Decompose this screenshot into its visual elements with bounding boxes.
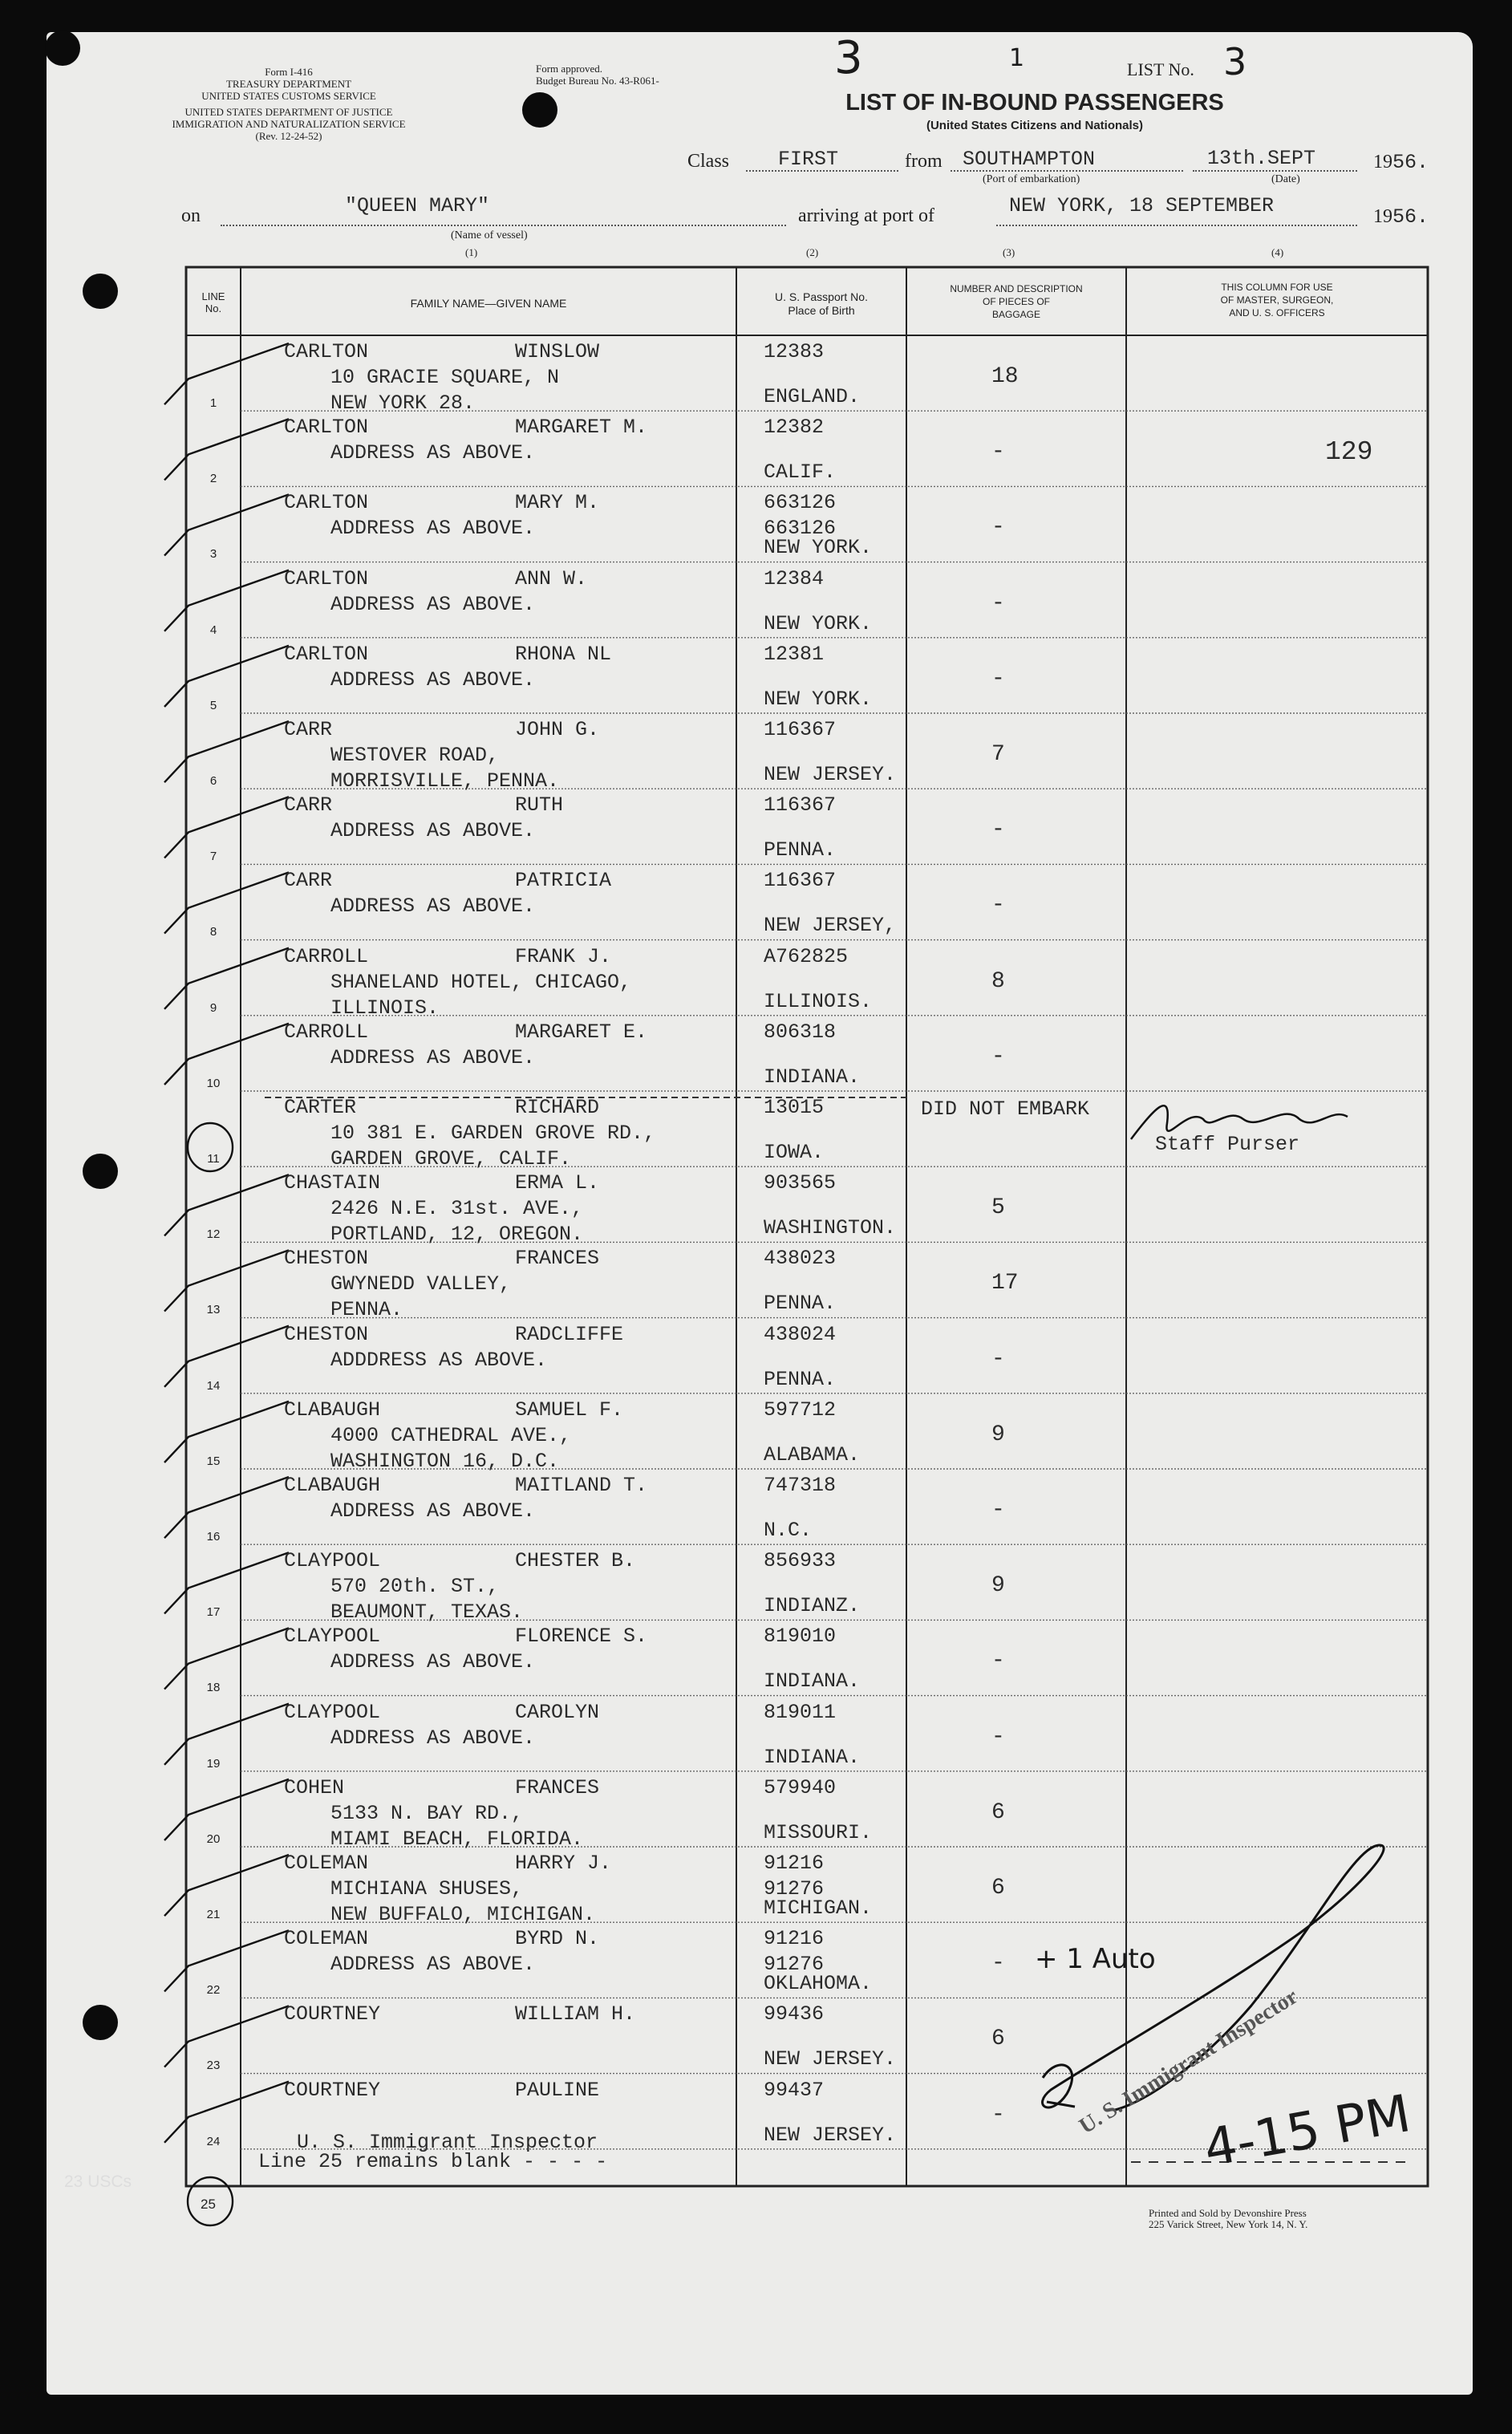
- baggage-count: 6: [991, 1799, 1005, 1825]
- line-number: 7: [209, 850, 217, 864]
- passport-number: 903565: [764, 1171, 837, 1195]
- table-row: [0, 1847, 1512, 1926]
- place-of-birth: PENNA.: [764, 1367, 837, 1391]
- family-name: CLABAUGH: [284, 1398, 381, 1422]
- place-of-birth: MICHIGAN.: [764, 1896, 873, 1920]
- line-number: 21: [206, 1908, 221, 1921]
- given-name: FRANCES: [515, 1247, 600, 1271]
- passport-number: 13015: [764, 1096, 825, 1119]
- passport-number: 856933: [764, 1549, 837, 1573]
- family-name: CARR: [284, 793, 333, 817]
- family-name: CLABAUGH: [284, 1474, 381, 1497]
- handwritten-sheet-number: 3: [834, 32, 863, 84]
- printer-imprint: Printed and Sold by Devonshire Press 225 Varick Street, New York 14, N. Y.: [1149, 2207, 1308, 2230]
- place-of-birth: INDIANA.: [764, 1065, 861, 1089]
- passport-number: 663126: [764, 517, 837, 541]
- handwritten-time: 4-15 PM: [1199, 2084, 1415, 2179]
- passport-number: 747318: [764, 1474, 837, 1497]
- address-line: ADDRESS AS ABOVE.: [330, 441, 536, 465]
- line-number: 9: [209, 1000, 217, 1015]
- line-number: 1: [209, 396, 217, 410]
- given-name: RICHARD: [515, 1096, 600, 1119]
- given-name: FRANCES: [515, 1775, 600, 1799]
- family-name: COURTNEY: [284, 2002, 381, 2026]
- port-of-embarkation: SOUTHAMPTON: [963, 148, 1096, 171]
- baggage-count: -: [991, 1044, 1005, 1069]
- address-line: ADDRESS AS ABOVE.: [330, 667, 536, 692]
- table-row: [0, 1544, 1512, 1625]
- given-name: FLORENCE S.: [515, 1625, 648, 1649]
- place-of-birth: INDIANA.: [764, 1669, 861, 1694]
- passport-number: 438023: [764, 1247, 837, 1271]
- col-header-line: LINE No.: [201, 290, 225, 314]
- col-num-2: (2): [806, 246, 819, 258]
- address-line: 5133 N. BAY RD.,: [330, 1801, 524, 1825]
- family-name: CARROLL: [284, 944, 369, 968]
- address-line: WESTOVER ROAD,: [330, 744, 500, 767]
- family-name: CARROLL: [284, 1020, 369, 1044]
- family-name: COLEMAN: [284, 1852, 369, 1875]
- passport-number: 819011: [764, 1700, 837, 1724]
- passport-number: 12383: [764, 340, 825, 363]
- line-number: 11: [207, 1152, 220, 1166]
- place-of-birth: NEW JERSEY.: [764, 763, 897, 786]
- passport-number: 99437: [764, 2078, 825, 2102]
- place-of-birth: MISSOURI.: [764, 1820, 873, 1844]
- justice-dept: UNITED STATES DEPARTMENT OF JUSTICE: [184, 106, 393, 118]
- line-number: 3: [209, 547, 217, 562]
- line-number: 24: [206, 2134, 221, 2148]
- place-of-birth: OKLAHOMA.: [764, 1972, 873, 1996]
- col-num-3: (3): [1003, 246, 1015, 258]
- table-row: [0, 486, 1512, 562]
- family-name: CLAYPOOL: [284, 1625, 381, 1649]
- family-name: CLAYPOOL: [284, 1700, 381, 1724]
- passenger-count-129: 129: [1325, 437, 1373, 467]
- baggage-count: -: [991, 2102, 1005, 2128]
- line-number: 14: [206, 1378, 221, 1393]
- line-number-25: 25: [201, 2197, 216, 2212]
- place-of-birth: ILLINOIS.: [764, 989, 873, 1013]
- baggage-count: 6: [991, 2026, 1005, 2052]
- address-line: ADDRESS AS ABOVE.: [330, 819, 536, 843]
- place-of-birth: PENNA.: [764, 1292, 837, 1316]
- handwritten-mark: 1: [1009, 44, 1025, 72]
- address-line: MIAMI BEACH, FLORIDA.: [330, 1827, 584, 1851]
- address-line: ADDRESS AS ABOVE.: [330, 1953, 536, 1977]
- line-number: 5: [209, 698, 217, 712]
- line-number: 6: [209, 774, 217, 788]
- table-row: [0, 864, 1512, 939]
- place-of-birth: INDIANZ.: [764, 1594, 861, 1618]
- address-line: NEW YORK 28.: [330, 391, 476, 415]
- year-1: 1956.: [1373, 151, 1429, 174]
- table-row: [0, 1620, 1512, 1695]
- baggage-count: 8: [991, 968, 1005, 994]
- table-row: [0, 713, 1512, 793]
- passport-number: 663126: [764, 491, 837, 515]
- given-name: RHONA NL: [515, 642, 612, 666]
- address-line: 570 20th. ST.,: [330, 1575, 500, 1599]
- table-row: [0, 335, 1512, 415]
- class-value: FIRST: [778, 148, 839, 171]
- given-name: FRANK J.: [515, 944, 612, 968]
- family-name: CARLTON: [284, 566, 369, 590]
- on-label: on: [181, 205, 201, 226]
- baggage-count: 18: [991, 364, 1019, 389]
- given-name: CHESTER B.: [515, 1549, 636, 1573]
- passport-number: 12381: [764, 642, 825, 666]
- port-embark-caption: (Port of embarkation): [983, 173, 1080, 185]
- form-number: Form I-416: [265, 66, 313, 78]
- line-number: 17: [206, 1605, 221, 1620]
- col-header-name: FAMILY NAME—GIVEN NAME: [410, 297, 567, 310]
- address-line: BEAUMONT, TEXAS.: [330, 1600, 524, 1625]
- place-of-birth: ENGLAND.: [764, 385, 861, 408]
- col-num-4: (4): [1271, 246, 1284, 258]
- place-of-birth: ALABAMA.: [764, 1442, 861, 1466]
- table-row: [0, 411, 1512, 486]
- table-row: [0, 1318, 1512, 1393]
- passport-number: 438024: [764, 1322, 837, 1346]
- line-number: 20: [206, 1832, 221, 1846]
- place-of-birth: N.C.: [764, 1519, 813, 1542]
- baggage-count: -: [991, 666, 1005, 692]
- customs-service: UNITED STATES CUSTOMS SERVICE: [201, 90, 376, 102]
- address-line: PENNA.: [330, 1298, 403, 1322]
- baggage-count: -: [991, 590, 1005, 616]
- passport-number: 579940: [764, 1775, 837, 1799]
- passport-number: 12384: [764, 566, 825, 590]
- passport-number: 597712: [764, 1398, 837, 1422]
- table-row: [0, 1016, 1512, 1091]
- given-name: JOHN G.: [515, 718, 600, 741]
- baggage-count: -: [991, 1346, 1005, 1372]
- passport-number: 819010: [764, 1625, 837, 1649]
- typed-inspector-title: U. S. Immigrant Inspector: [297, 2131, 598, 2154]
- table-row: [0, 1393, 1512, 1473]
- family-name: COLEMAN: [284, 1927, 369, 1951]
- date-caption: (Date): [1271, 173, 1300, 185]
- embarkation-date: 13th.SEPT: [1207, 147, 1316, 170]
- table-row: [0, 1696, 1512, 1771]
- from-label: from: [905, 151, 942, 172]
- line-number: 4: [209, 623, 217, 637]
- inspector-stamp: U. S. Immigrant Inspector: [1075, 1984, 1303, 2140]
- baggage-count: -: [991, 817, 1005, 843]
- given-name: RADCLIFFE: [515, 1322, 624, 1346]
- family-name: COURTNEY: [284, 2078, 381, 2102]
- baggage-count: -: [991, 893, 1005, 919]
- line-number: 15: [206, 1454, 221, 1468]
- place-of-birth: NEW YORK.: [764, 536, 873, 560]
- table-row: [0, 1469, 1512, 1544]
- class-label: Class: [687, 151, 730, 172]
- arriving-label: arriving at port of: [798, 205, 934, 226]
- form-approved: Form approved.: [536, 63, 603, 75]
- address-line: ADDRESS AS ABOVE.: [330, 592, 536, 616]
- col-header-baggage: NUMBER AND DESCRIPTION OF PIECES OF BAGGAGE: [950, 283, 1083, 320]
- family-name: CARLTON: [284, 416, 369, 440]
- family-name: CLAYPOOL: [284, 1549, 381, 1573]
- given-name: MARGARET M.: [515, 416, 648, 440]
- address-line: 4000 CATHEDRAL AVE.,: [330, 1423, 572, 1447]
- passport-number: 806318: [764, 1020, 837, 1044]
- family-name: CARLTON: [284, 340, 369, 363]
- passport-number: 99436: [764, 2002, 825, 2026]
- place-of-birth: CALIF.: [764, 460, 837, 485]
- place-of-birth: NEW JERSEY.: [764, 2047, 897, 2071]
- place-of-birth: NEW JERSEY.: [764, 2123, 897, 2147]
- address-line: ADDRESS AS ABOVE.: [330, 1726, 536, 1750]
- place-of-birth: IOWA.: [764, 1141, 825, 1164]
- ins-service: IMMIGRATION AND NATURALIZATION SERVICE: [172, 118, 406, 130]
- family-name: CARLTON: [284, 491, 369, 515]
- baggage-count: 5: [991, 1195, 1005, 1221]
- given-name: SAMUEL F.: [515, 1398, 624, 1422]
- line-number: 13: [206, 1303, 221, 1317]
- family-name: CARTER: [284, 1096, 357, 1119]
- form-title: LIST OF IN-BOUND PASSENGERS: [845, 90, 1224, 116]
- line-number: 18: [206, 1681, 221, 1695]
- address-line: ILLINOIS.: [330, 996, 440, 1020]
- address-line: MORRISVILLE, PENNA.: [330, 769, 560, 793]
- arrival-port-date: NEW YORK, 18 SEPTEMBER: [1009, 194, 1275, 217]
- baggage-count: -: [991, 1649, 1005, 1674]
- family-name: CHESTON: [284, 1322, 369, 1346]
- address-line: NEW BUFFALO, MICHIGAN.: [330, 1903, 596, 1926]
- given-name: PATRICIA: [515, 869, 612, 893]
- baggage-count: -: [991, 440, 1005, 465]
- baggage-count: 7: [991, 742, 1005, 767]
- place-of-birth: INDIANA.: [764, 1745, 861, 1769]
- table-row: [0, 1166, 1512, 1247]
- given-name: ANN W.: [515, 566, 588, 590]
- address-line: ADDRESS AS ABOVE.: [330, 1045, 536, 1069]
- baggage-count: DID NOT EMBARK: [921, 1097, 1090, 1121]
- place-of-birth: PENNA.: [764, 838, 837, 862]
- passport-number: 116367: [764, 793, 837, 817]
- col-num-1: (1): [465, 246, 478, 258]
- col-header-officers: THIS COLUMN FOR USE OF MASTER, SURGEON, AND U. S. OFFICERS: [1220, 282, 1334, 318]
- address-line: MICHIANA SHUSES,: [330, 1877, 524, 1901]
- baggage-count: 9: [991, 1422, 1005, 1447]
- baggage-count: -: [991, 1498, 1005, 1523]
- family-name: CARR: [284, 869, 333, 893]
- given-name: BYRD N.: [515, 1927, 600, 1951]
- address-line: 2426 N.E. 31st. AVE.,: [330, 1197, 584, 1221]
- table-row: [0, 1242, 1512, 1322]
- line-number: 12: [206, 1227, 221, 1242]
- col-header-passport: U. S. Passport No. Place of Birth: [775, 290, 868, 317]
- line-25-blank-note: Line 25 remains blank - - - -: [258, 2150, 608, 2173]
- staff-purser-label: Staff Purser: [1155, 1133, 1300, 1156]
- line-number: 16: [206, 1530, 221, 1544]
- given-name: PAULINE: [515, 2078, 600, 2102]
- passport-number: 12382: [764, 416, 825, 440]
- address-line: ADDRESS AS ABOVE.: [330, 1499, 536, 1523]
- given-name: HARRY J.: [515, 1852, 612, 1875]
- address-line: WASHINGTON 16, D.C.: [330, 1449, 560, 1473]
- passport-number: A762825: [764, 944, 849, 968]
- given-name: CAROLYN: [515, 1700, 600, 1724]
- place-of-birth: NEW YORK.: [764, 687, 873, 711]
- address-line: 10 381 E. GARDEN GROVE RD.,: [330, 1122, 656, 1145]
- line-number: 2: [209, 472, 217, 486]
- treasury-dept: TREASURY DEPARTMENT: [225, 78, 352, 90]
- address-line: PORTLAND, 12, OREGON.: [330, 1223, 584, 1247]
- handwritten-auto: + 1 Auto: [1035, 1943, 1156, 1975]
- vessel-name: "QUEEN MARY": [345, 194, 490, 217]
- given-name: MARY M.: [515, 491, 600, 515]
- address-line: GWYNEDD VALLEY,: [330, 1272, 512, 1296]
- passport-number: 91276: [764, 1953, 825, 1977]
- family-name: COHEN: [284, 1775, 345, 1799]
- address-line: SHANELAND HOTEL, CHICAGO,: [330, 970, 632, 994]
- place-of-birth: NEW JERSEY,: [764, 914, 897, 938]
- baggage-count: 17: [991, 1271, 1019, 1296]
- vessel-caption: (Name of vessel): [451, 229, 528, 241]
- family-name: CARLTON: [284, 642, 369, 666]
- family-name: CHASTAIN: [284, 1171, 381, 1195]
- handwritten-list-number: 3: [1223, 40, 1247, 83]
- line-number: 23: [206, 2059, 221, 2073]
- place-of-birth: WASHINGTON.: [764, 1216, 897, 1240]
- place-of-birth: NEW YORK.: [764, 611, 873, 635]
- given-name: MARGARET E.: [515, 1020, 648, 1044]
- budget-bureau: Budget Bureau No. 43-R061-: [536, 75, 659, 87]
- table-row: [0, 789, 1512, 864]
- baggage-count: -: [991, 1951, 1005, 1977]
- table-row: [0, 562, 1512, 638]
- address-line: ADDDRESS AS ABOVE.: [330, 1348, 548, 1372]
- address-line: GARDEN GROVE, CALIF.: [330, 1147, 572, 1170]
- form-subtitle: (United States Citizens and Nationals): [926, 119, 1144, 132]
- given-name: RUTH: [515, 793, 564, 817]
- given-name: WINSLOW: [515, 340, 600, 363]
- line-number: 22: [206, 1983, 221, 1998]
- baggage-count: -: [991, 515, 1005, 541]
- baggage-count: 6: [991, 1876, 1005, 1901]
- passport-number: 91216: [764, 1852, 825, 1875]
- line-number: 10: [206, 1076, 221, 1090]
- baggage-count: 9: [991, 1573, 1005, 1599]
- given-name: MAITLAND T.: [515, 1474, 648, 1497]
- line-number: 19: [206, 1756, 221, 1771]
- passport-number: 116367: [764, 718, 837, 741]
- address-line: ADDRESS AS ABOVE.: [330, 1650, 536, 1674]
- given-name: ERMA L.: [515, 1171, 600, 1195]
- table-row: [0, 940, 1512, 1020]
- baggage-count: -: [991, 1724, 1005, 1750]
- list-no-label: LIST No.: [1127, 59, 1194, 79]
- table-row: [0, 1771, 1512, 1851]
- line-number: 8: [209, 925, 217, 939]
- usc-count: 23 USCs: [64, 2172, 132, 2191]
- family-name: CARR: [284, 718, 333, 741]
- passport-number: 91216: [764, 1927, 825, 1951]
- address-line: ADDRESS AS ABOVE.: [330, 894, 536, 919]
- given-name: WILLIAM H.: [515, 2002, 636, 2026]
- address-line: ADDRESS AS ABOVE.: [330, 517, 536, 541]
- passport-number: 116367: [764, 869, 837, 893]
- revision-date: (Rev. 12-24-52): [255, 130, 322, 142]
- table-row: [0, 638, 1512, 713]
- family-name: CHESTON: [284, 1247, 369, 1271]
- year-2: 1956.: [1373, 205, 1429, 229]
- address-line: 10 GRACIE SQUARE, N: [330, 366, 560, 389]
- passport-number: 91276: [764, 1877, 825, 1901]
